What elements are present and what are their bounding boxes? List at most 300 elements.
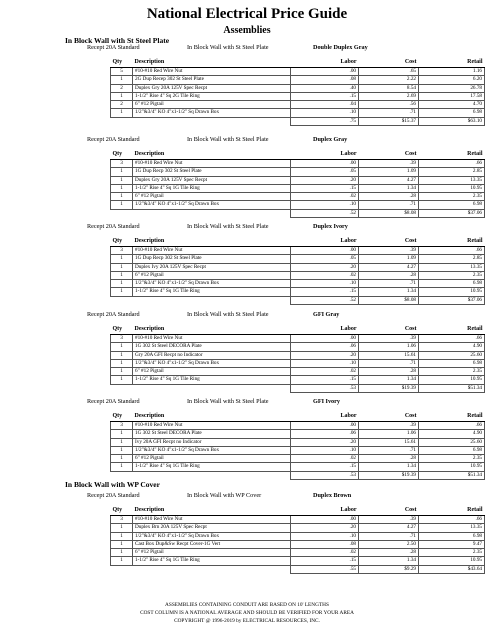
assembly-header [0, 223, 494, 235]
description-header: Description [133, 57, 291, 68]
description-cell: 1-1/2" Rise 4" Sq 1G Tile Ring [133, 288, 291, 296]
cost-header: Cost [359, 411, 419, 422]
table-row [111, 455, 485, 463]
total-row [111, 565, 485, 573]
table-row [111, 184, 485, 192]
retail-cell: 2.35 [419, 549, 485, 557]
labor-cell: .02 [291, 368, 359, 376]
cost-cell: 1.06 [359, 343, 419, 351]
cost-total: $19.39 [359, 384, 419, 392]
table-row [111, 463, 485, 471]
description-cell: 6" #12 Pigtail [133, 368, 291, 376]
qty-cell: 1 [111, 359, 133, 367]
qty-cell: 2 [111, 84, 133, 92]
retail-cell: 2.35 [419, 368, 485, 376]
labor-cell: .10 [291, 109, 359, 117]
labor-cell: .15 [291, 376, 359, 384]
cost-cell: 2.50 [359, 540, 419, 548]
qty-header: Qty [111, 149, 133, 160]
retail-cell: .66 [419, 160, 485, 168]
assembly-header [0, 311, 494, 323]
description-cell: Cast Box Dup&Sw Recpt Cover-1G Vert [133, 540, 291, 548]
labor-total: .52 [291, 209, 359, 217]
assembly-table [110, 57, 485, 126]
retail-total: $51.34 [419, 471, 485, 479]
labor-cell: .02 [291, 193, 359, 201]
assembly-group: Recept 20A Standard [87, 223, 140, 230]
cost-total: $9.29 [359, 565, 419, 573]
assembly-name: Duplex Gray [313, 136, 348, 143]
cost-header: Cost [359, 324, 419, 335]
labor-cell: .08 [291, 76, 359, 84]
qty-cell: 1 [111, 540, 133, 548]
table-header-row [111, 505, 485, 516]
retail-cell: 9.47 [419, 540, 485, 548]
total-row [111, 384, 485, 392]
qty-cell: 3 [111, 247, 133, 255]
table-row [111, 516, 485, 524]
retail-header: Retail [419, 149, 485, 160]
retail-cell: 13.35 [419, 263, 485, 271]
qty-cell: 3 [111, 516, 133, 524]
table-row [111, 255, 485, 263]
assembly-table [110, 411, 485, 480]
labor-cell: .00 [291, 422, 359, 430]
labor-total: .55 [291, 565, 359, 573]
description-cell: 1/2"&3/4" KO 4"x1-1/2" Sq Drawn Box [133, 446, 291, 454]
description-cell: 1/2"&3/4" KO 4"x1-1/2" Sq Drawn Box [133, 201, 291, 209]
labor-cell: .05 [291, 168, 359, 176]
retail-cell: .66 [419, 335, 485, 343]
cost-cell: 1.09 [359, 255, 419, 263]
cost-cell: 1.34 [359, 463, 419, 471]
qty-cell: 1 [111, 532, 133, 540]
qty-cell: 2 [111, 101, 133, 109]
labor-cell: .10 [291, 201, 359, 209]
labor-cell: .02 [291, 549, 359, 557]
section-heading: In Block Wall with WP Cover [65, 480, 160, 489]
retail-header: Retail [419, 411, 485, 422]
assembly-header [0, 398, 494, 410]
cost-total: $19.39 [359, 471, 419, 479]
table-row [111, 68, 485, 76]
description-cell: #10-#10 Red Wire Nut [133, 422, 291, 430]
labor-cell: .20 [291, 176, 359, 184]
retail-cell: .66 [419, 247, 485, 255]
labor-header: Labor [291, 324, 359, 335]
cost-cell: .28 [359, 368, 419, 376]
cost-header: Cost [359, 505, 419, 516]
table-row [111, 343, 485, 351]
description-cell: #10-#10 Red Wire Nut [133, 247, 291, 255]
assembly-name: GFI Ivory [313, 398, 340, 405]
qty-cell: 1 [111, 430, 133, 438]
retail-cell: 10.95 [419, 376, 485, 384]
qty-cell: 3 [111, 335, 133, 343]
description-cell: 1-1/2" Rise 4" Sq 1G Tile Ring [133, 184, 291, 192]
table-row [111, 549, 485, 557]
table-row [111, 288, 485, 296]
table-row [111, 446, 485, 454]
qty-cell: 1 [111, 438, 133, 446]
footer-line: COST COLUMN IS A NATIONAL AVERAGE AND SHOULD BE VERIFIED FOR YOUR AREA [140, 610, 354, 616]
labor-cell: .40 [291, 84, 359, 92]
cost-header: Cost [359, 57, 419, 68]
table-row [111, 557, 485, 565]
description-cell: #10-#10 Red Wire Nut [133, 160, 291, 168]
qty-cell: 1 [111, 255, 133, 263]
retail-cell: 6.20 [419, 76, 485, 84]
assembly-table [110, 236, 485, 305]
assembly-group: Recept 20A Standard [87, 44, 140, 51]
description-cell: 1-1/2" Rise 4" Sq 1G Tile Ring [133, 557, 291, 565]
cost-cell: .39 [359, 160, 419, 168]
description-cell: Duplex Ivy 20A 125V Spec Recpt [133, 263, 291, 271]
table-row [111, 335, 485, 343]
qty-header: Qty [111, 236, 133, 247]
retail-cell: 25.60 [419, 438, 485, 446]
description-cell: #10-#10 Red Wire Nut [133, 516, 291, 524]
retail-cell: 2.35 [419, 193, 485, 201]
cost-cell: 8.54 [359, 84, 419, 92]
cost-cell: .71 [359, 280, 419, 288]
labor-total: .75 [291, 117, 359, 125]
table-row [111, 532, 485, 540]
labor-cell: .10 [291, 446, 359, 454]
qty-cell: 1 [111, 376, 133, 384]
description-cell: 1G Dup Recp 302 St Steel Plate [133, 255, 291, 263]
cost-cell: 4.27 [359, 524, 419, 532]
qty-cell: 1 [111, 557, 133, 565]
table-row [111, 168, 485, 176]
description-cell: 1-1/2" Rise 4" Sq 1G Tile Ring [133, 376, 291, 384]
table-header-row [111, 411, 485, 422]
qty-cell: 1 [111, 201, 133, 209]
total-row [111, 296, 485, 304]
labor-cell: .20 [291, 524, 359, 532]
cost-cell: .28 [359, 271, 419, 279]
retail-cell: 6.98 [419, 446, 485, 454]
description-cell: #10-#10 Red Wire Nut [133, 335, 291, 343]
qty-cell: 1 [111, 280, 133, 288]
retail-cell: 4.90 [419, 430, 485, 438]
table-row [111, 247, 485, 255]
retail-cell: 2.35 [419, 271, 485, 279]
qty-cell: 3 [111, 422, 133, 430]
footer [0, 601, 494, 625]
qty-cell: 1 [111, 168, 133, 176]
qty-header: Qty [111, 324, 133, 335]
table-row [111, 376, 485, 384]
page-subtitle: Assemblies [223, 25, 271, 36]
qty-cell: 1 [111, 76, 133, 84]
description-cell: 1/2"&3/4" KO 4"x1-1/2" Sq Drawn Box [133, 109, 291, 117]
retail-cell: 6.98 [419, 109, 485, 117]
labor-cell: .08 [291, 540, 359, 548]
cost-cell: .71 [359, 109, 419, 117]
qty-cell: 1 [111, 263, 133, 271]
retail-cell: 25.60 [419, 351, 485, 359]
table-row [111, 109, 485, 117]
cost-cell: .39 [359, 516, 419, 524]
qty-cell: 1 [111, 343, 133, 351]
assembly-name: GFI Gray [313, 311, 340, 318]
assembly-location: In Block Wall with St Steel Plate [187, 44, 269, 51]
labor-header: Labor [291, 149, 359, 160]
cost-cell: 2.69 [359, 92, 419, 100]
table-row [111, 101, 485, 109]
cost-cell: 1.34 [359, 557, 419, 565]
cost-cell: 4.27 [359, 263, 419, 271]
labor-cell: .06 [291, 430, 359, 438]
total-row [111, 471, 485, 479]
labor-cell: .00 [291, 68, 359, 76]
table-row [111, 160, 485, 168]
description-cell: 6" #12 Pigtail [133, 549, 291, 557]
qty-cell: 1 [111, 92, 133, 100]
retail-cell: 4.70 [419, 101, 485, 109]
assembly-header [0, 136, 494, 148]
qty-cell: 1 [111, 368, 133, 376]
table-row [111, 193, 485, 201]
labor-cell: .06 [291, 343, 359, 351]
retail-total: $43.64 [419, 565, 485, 573]
retail-cell: .66 [419, 422, 485, 430]
retail-cell: 13.35 [419, 176, 485, 184]
description-cell: Duplex Gry 20A 125V Spec Recpt [133, 176, 291, 184]
cost-cell: .28 [359, 549, 419, 557]
retail-total: $37.06 [419, 296, 485, 304]
labor-header: Labor [291, 236, 359, 247]
retail-cell: 10.95 [419, 463, 485, 471]
table-row [111, 280, 485, 288]
assembly-location: In Block Wall with St Steel Plate [187, 223, 269, 230]
retail-cell: 6.98 [419, 280, 485, 288]
labor-cell: .00 [291, 516, 359, 524]
retail-cell: 6.98 [419, 201, 485, 209]
retail-cell: 17.58 [419, 92, 485, 100]
cost-cell: .71 [359, 446, 419, 454]
retail-total: $37.06 [419, 209, 485, 217]
description-header: Description [133, 149, 291, 160]
cost-total: $15.37 [359, 117, 419, 125]
assembly-header [0, 44, 494, 56]
description-cell: 1-1/2" Rise 4" Sq 2G Tile Ring [133, 92, 291, 100]
cost-cell: .28 [359, 455, 419, 463]
retail-cell: 2.85 [419, 168, 485, 176]
cost-header: Cost [359, 149, 419, 160]
cost-cell: .28 [359, 193, 419, 201]
qty-cell: 1 [111, 271, 133, 279]
retail-cell: 2.35 [419, 455, 485, 463]
cost-cell: .71 [359, 359, 419, 367]
cost-total: $8.08 [359, 209, 419, 217]
cost-cell: 1.34 [359, 288, 419, 296]
table-row [111, 76, 485, 84]
table-row [111, 524, 485, 532]
qty-cell: 1 [111, 455, 133, 463]
assembly-group: Recept 20A Standard [87, 398, 140, 405]
assembly-location: In Block Wall with St Steel Plate [187, 398, 269, 405]
assembly-header [0, 492, 494, 504]
qty-header: Qty [111, 57, 133, 68]
labor-total: .53 [291, 384, 359, 392]
table-row [111, 92, 485, 100]
retail-cell: 6.98 [419, 532, 485, 540]
labor-cell: .10 [291, 532, 359, 540]
qty-cell: 1 [111, 288, 133, 296]
assembly-location: In Block Wall with St Steel Plate [187, 311, 269, 318]
labor-total: .52 [291, 296, 359, 304]
retail-cell: .66 [419, 516, 485, 524]
description-cell: 6" #12 Pigtail [133, 193, 291, 201]
table-row [111, 271, 485, 279]
assembly-location: In Block Wall with St Steel Plate [187, 136, 269, 143]
description-header: Description [133, 236, 291, 247]
table-row [111, 368, 485, 376]
table-row [111, 84, 485, 92]
footer-line: ASSEMBLIES CONTAINING CONDUIT ARE BASED ON 10' LENGTHS [165, 602, 329, 608]
description-cell: 1G 302 St Steel DECORA Plate [133, 343, 291, 351]
qty-cell: 5 [111, 68, 133, 76]
retail-total: $63.10 [419, 117, 485, 125]
cost-cell: 15.61 [359, 351, 419, 359]
description-cell: Ivy 20A GFI Recpt no Indicator [133, 438, 291, 446]
labor-cell: .20 [291, 438, 359, 446]
labor-total: .53 [291, 471, 359, 479]
description-header: Description [133, 324, 291, 335]
table-row [111, 430, 485, 438]
qty-cell: 1 [111, 193, 133, 201]
labor-cell: .15 [291, 92, 359, 100]
labor-cell: .15 [291, 184, 359, 192]
retail-cell: 13.35 [419, 524, 485, 532]
table-header-row [111, 57, 485, 68]
qty-cell: 1 [111, 351, 133, 359]
total-row [111, 209, 485, 217]
cost-cell: 1.34 [359, 376, 419, 384]
labor-cell: .20 [291, 263, 359, 271]
table-header-row [111, 236, 485, 247]
labor-header: Labor [291, 411, 359, 422]
labor-cell: .10 [291, 280, 359, 288]
labor-cell: .02 [291, 271, 359, 279]
qty-cell: 1 [111, 109, 133, 117]
table-row [111, 351, 485, 359]
section-heading: In Block Wall with St Steel Plate [65, 36, 170, 45]
assembly-name: Duplex Brown [313, 492, 352, 499]
labor-cell: .10 [291, 359, 359, 367]
labor-cell: .04 [291, 101, 359, 109]
retail-cell: 10.95 [419, 557, 485, 565]
table-header-row [111, 149, 485, 160]
qty-cell: 1 [111, 463, 133, 471]
retail-header: Retail [419, 57, 485, 68]
description-cell: #10-#10 Red Wire Nut [133, 68, 291, 76]
assembly-group: Recept 20A Standard [87, 136, 140, 143]
retail-header: Retail [419, 324, 485, 335]
retail-cell: 10.95 [419, 184, 485, 192]
table-header-row [111, 324, 485, 335]
labor-cell: .00 [291, 247, 359, 255]
description-cell: Gry 20A GFI Recpt no Indicator [133, 351, 291, 359]
labor-cell: .02 [291, 455, 359, 463]
qty-cell: 1 [111, 524, 133, 532]
qty-header: Qty [111, 505, 133, 516]
labor-cell: .00 [291, 160, 359, 168]
table-row [111, 263, 485, 271]
footer-line: COPYRIGHT @ 1996-2019 by ELECTRICAL RESOURCES, INC. [174, 618, 320, 624]
description-cell: Duplex Brn 20A 125V Spec Recpt [133, 524, 291, 532]
retail-cell: 26.78 [419, 84, 485, 92]
description-cell: 1/2"&3/4" KO 4"x1-1/2" Sq Drawn Box [133, 532, 291, 540]
qty-cell: 1 [111, 446, 133, 454]
qty-cell: 1 [111, 549, 133, 557]
qty-header: Qty [111, 411, 133, 422]
page-title: National Electrical Price Guide [146, 6, 348, 22]
cost-cell: 15.61 [359, 438, 419, 446]
description-header: Description [133, 411, 291, 422]
labor-cell: .15 [291, 557, 359, 565]
retail-cell: 6.98 [419, 359, 485, 367]
description-cell: 2G Dup Recep 302 St Steel Plate [133, 76, 291, 84]
retail-cell: 4.90 [419, 343, 485, 351]
retail-cell: 10.95 [419, 288, 485, 296]
cost-cell: 1.09 [359, 168, 419, 176]
labor-cell: .20 [291, 351, 359, 359]
cost-cell: .71 [359, 532, 419, 540]
cost-cell: .56 [359, 101, 419, 109]
table-row [111, 359, 485, 367]
description-cell: 1G 302 St Steel DECORA Plate [133, 430, 291, 438]
cost-total: $8.08 [359, 296, 419, 304]
cost-cell: .39 [359, 247, 419, 255]
cost-cell: 1.06 [359, 430, 419, 438]
assembly-group: Recept 20A Standard [87, 311, 140, 318]
table-row [111, 201, 485, 209]
cost-cell: 2.22 [359, 76, 419, 84]
labor-header: Labor [291, 57, 359, 68]
description-cell: 6" #12 Pigtail [133, 101, 291, 109]
cost-cell: .71 [359, 201, 419, 209]
description-cell: 1G Dup Recp 302 St Steel Plate [133, 168, 291, 176]
assembly-name: Double Duplex Gray [313, 44, 368, 51]
retail-cell: 1.16 [419, 68, 485, 76]
labor-cell: .05 [291, 255, 359, 263]
retail-total: $51.34 [419, 384, 485, 392]
retail-header: Retail [419, 236, 485, 247]
assembly-table [110, 505, 485, 574]
description-cell: 6" #12 Pigtail [133, 271, 291, 279]
table-row [111, 422, 485, 430]
cost-cell: .39 [359, 335, 419, 343]
total-row [111, 117, 485, 125]
qty-cell: 1 [111, 184, 133, 192]
assembly-name: Duplex Ivory [313, 223, 348, 230]
cost-cell: 4.27 [359, 176, 419, 184]
table-row [111, 540, 485, 548]
description-cell: 1/2"&3/4" KO 4"x1-1/2" Sq Drawn Box [133, 280, 291, 288]
qty-cell: 1 [111, 176, 133, 184]
cost-header: Cost [359, 236, 419, 247]
qty-cell: 3 [111, 160, 133, 168]
cost-cell: .39 [359, 422, 419, 430]
table-row [111, 176, 485, 184]
cost-cell: .65 [359, 68, 419, 76]
assembly-table [110, 324, 485, 393]
description-cell: 1-1/2" Rise 4" Sq 1G Tile Ring [133, 463, 291, 471]
description-header: Description [133, 505, 291, 516]
